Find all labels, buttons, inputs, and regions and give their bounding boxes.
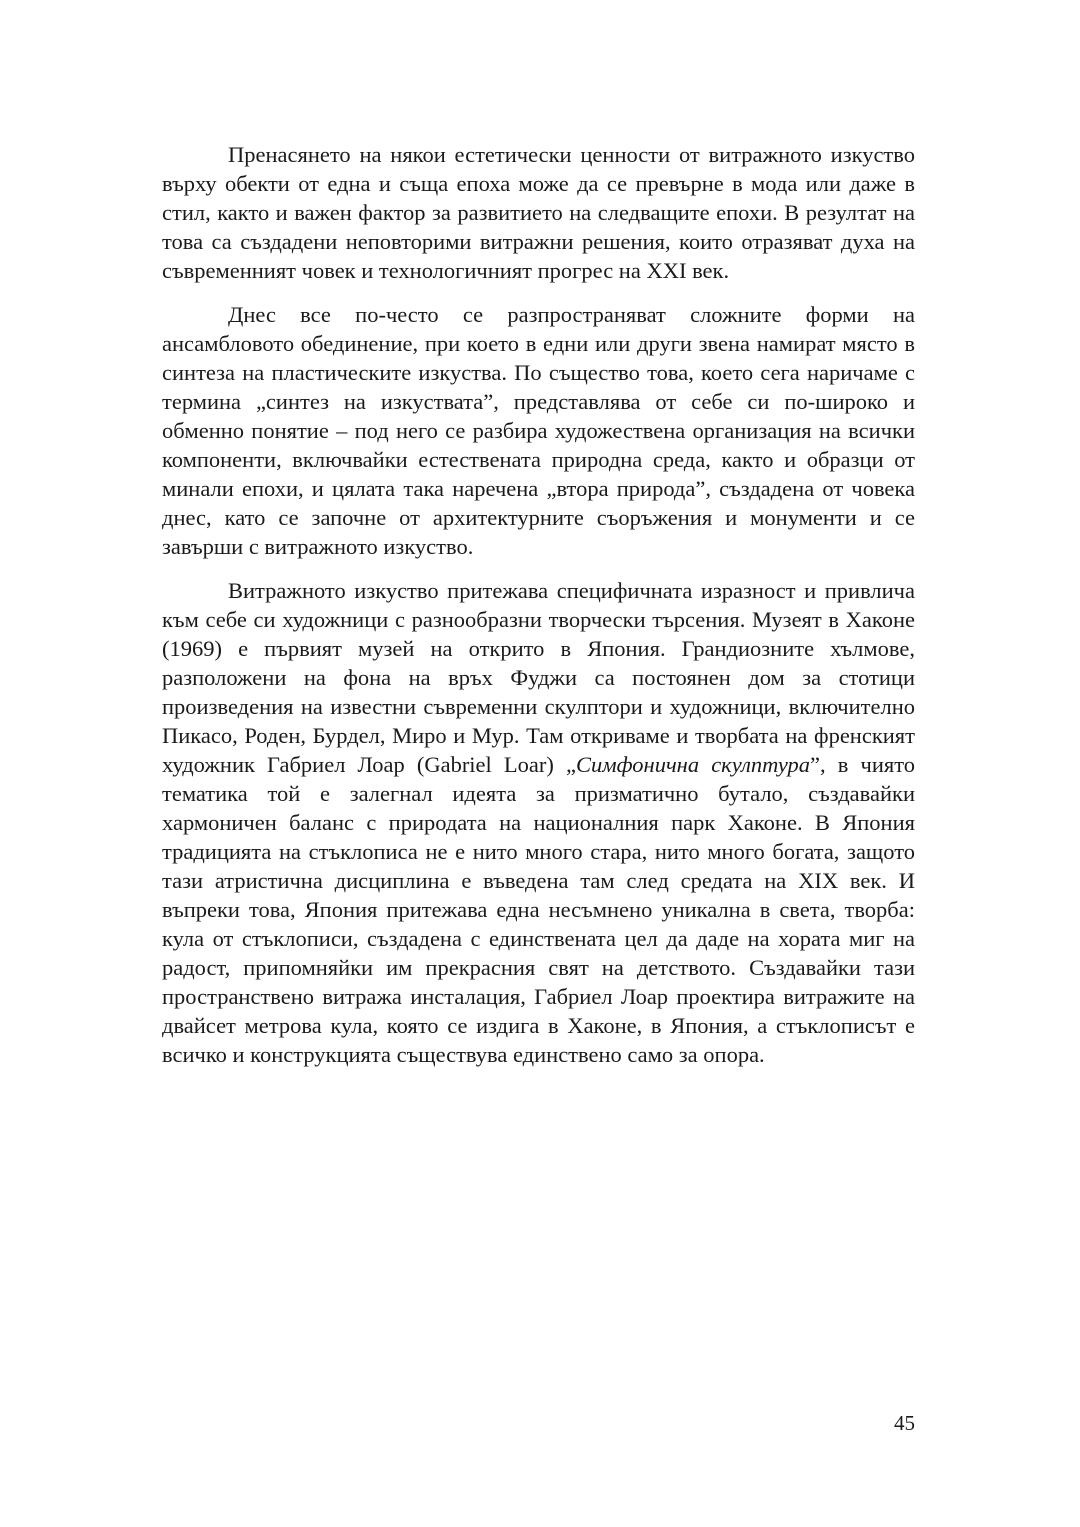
paragraph-3	[162, 576, 915, 1069]
body-text	[162, 140, 915, 1084]
paragraph-2: Днес все по-често се разпространяват сложните форми на ансамбловото обединение, при което в едни или други звена намират място в синтеза на пластическите изкуства. По същество това, което сега наричаме с термина „синтез на изкуствата”, представлява от себе си по-широко и обменно понятие – под него се разбира художествена организация на всички компоненти, включвайки естествената природна среда, както и образци от минали епохи, и цялата така наречена „втора природа”, създадена от човека днес, като се започне от архитектурните съоръжения и монументи и се завърши с витражното изкуство.	[162, 302, 915, 559]
artwork-title-italic: Симфонична скулптура	[575, 752, 811, 777]
page-number: 45	[894, 1411, 915, 1435]
paragraph-1: Пренасянето на някои естетически ценности от витражното изкуство върху обекти от една и съща епоха може да се превърне в мода или даже в стил, както и важен фактор за развитието на следващите епохи. В резултат на това са създадени неповторими витражни решения, които отразяват духа на съвременният човек и технологичният прогрес на XXI век.	[162, 142, 915, 283]
paragraph-3-text-after-italic: ”, в чиято тематика той е залегнал идеята за призматично бутало, създавайки хармоничен баланс с природата на националния парк Хаконе. В Япония традицията на стъклописа не е нито много стара, нито много богата, защото тази атристична дисциплина е въведена там след средата на XIX век. И въпреки това, Япония притежава една несъмнено уникална в света, творба: кула от стъклописи, създадена с единствената цел да даде на хората миг на радост, припомняйки им прекрасния свят на детството. Създавайки тази пространствено витража инсталация, Габриел Лоар проектира витражите на двайсет метрова кула, която се издига в Хаконе, в Япония, а стъклописът е всичко и конструкцията съществува единствено само за опора.	[162, 752, 916, 1067]
paragraph-3-text-before-italic: Витражното изкуство притежава специфичната изразност и привлича към себе си художници с разнообразни творчески търсения. Музеят в Хаконе (1969) е първият музей на открито в Япония. Грандиозните хълмове, разположени на фона на връх Фуджи са постоянен дом за стотици произведения на известни съвременни скулптори и художници, включително Пикасо, Роден, Бурдел, Миро и Мур. Там откриваме и творбата на френският художник Габриел Лоар (Gabriel Loar) „	[162, 578, 915, 777]
